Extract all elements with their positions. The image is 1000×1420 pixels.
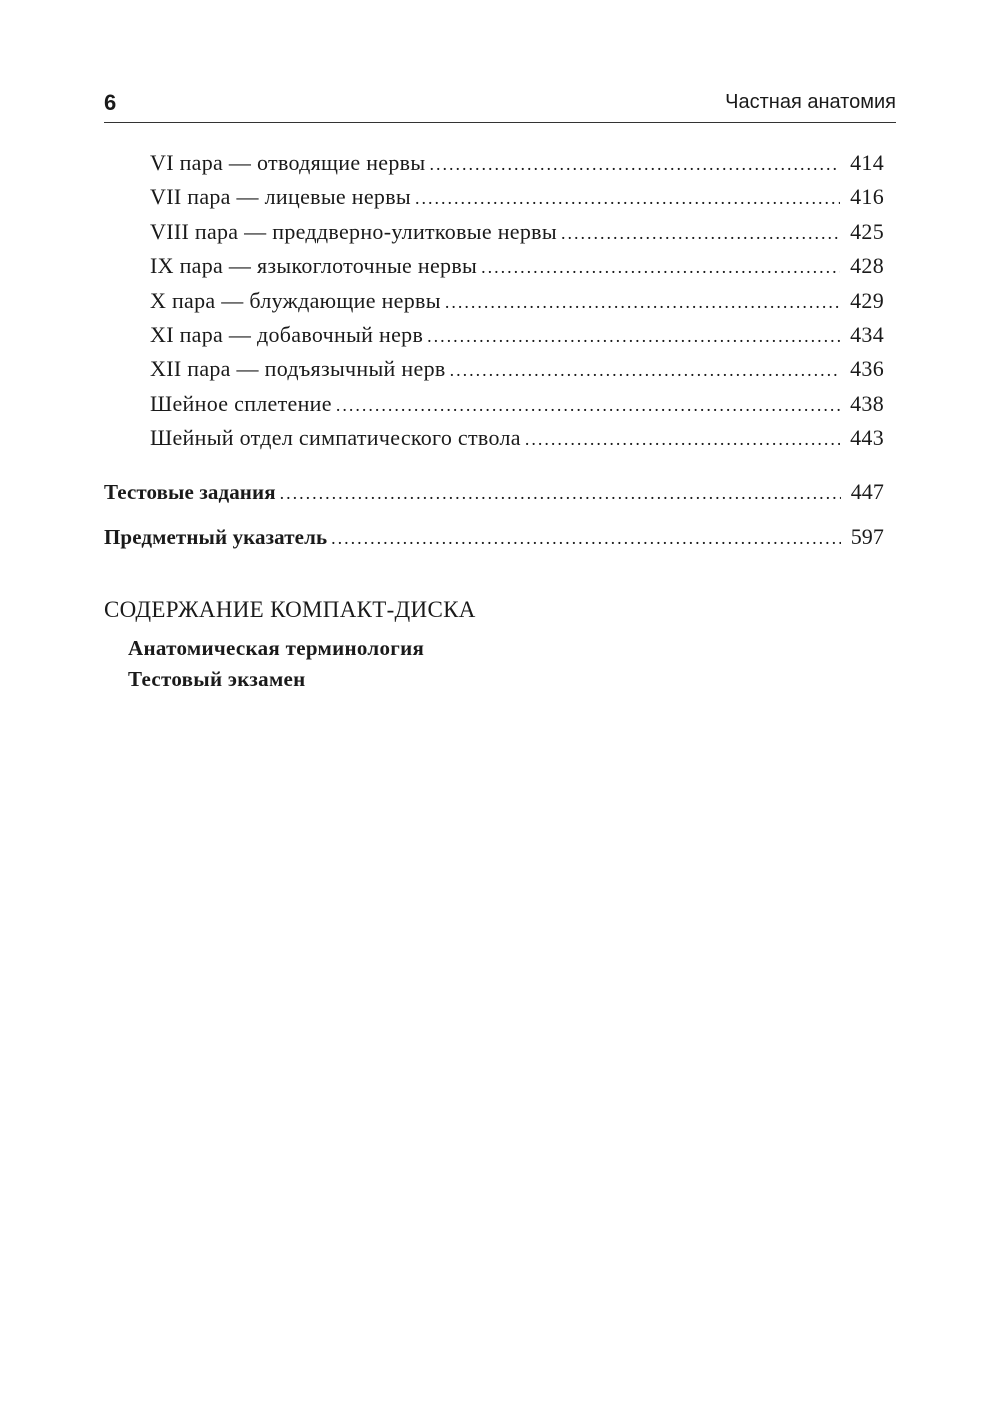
- toc-entry-page: 425: [850, 218, 884, 244]
- toc-entry-label: VII пара — лицевые нервы: [150, 184, 411, 210]
- toc-entry-page: 597: [850, 523, 884, 549]
- toc-entry-label: IX пара — языкоглоточные нервы: [150, 253, 478, 279]
- toc-main-entry-tests: [104, 475, 884, 509]
- toc-entry: [104, 421, 884, 455]
- dot-leader: [450, 353, 841, 387]
- toc-entry-label: VIII пара — преддверно-улитковые нервы: [150, 218, 557, 244]
- toc-entry-label: Шейный отдел симпатического ствола: [150, 425, 521, 451]
- toc-entry-label: XI пара — добавочный нерв: [150, 321, 424, 347]
- toc-entry-page: 414: [850, 150, 884, 175]
- toc-entry-page: 447: [850, 478, 884, 504]
- dot-leader: [429, 147, 840, 181]
- cd-item-terminology: Анатомическая терминология: [128, 636, 425, 660]
- toc-entry: [104, 249, 884, 283]
- toc-entry-label: VI пара — отводящие нервы: [150, 150, 426, 175]
- toc-entry: [104, 387, 884, 421]
- dot-leader: [427, 319, 840, 353]
- cd-contents-heading: СОДЕРЖАНИЕ КОМПАКТ-ДИСКА: [104, 597, 476, 622]
- dot-leader: [336, 388, 840, 422]
- table-of-contents: [104, 146, 884, 554]
- cd-contents-section: [104, 593, 884, 695]
- toc-entry-page: 416: [850, 184, 884, 210]
- toc-entry-page: 443: [850, 425, 884, 451]
- toc-entry-page: 436: [850, 356, 884, 382]
- toc-entry: [104, 146, 884, 180]
- dot-leader: [415, 181, 840, 215]
- toc-entry-label: Тестовые задания: [104, 479, 276, 504]
- dot-leader: [561, 216, 840, 250]
- toc-entry: [104, 215, 884, 249]
- toc-entry-label: X пара — блуждающие нервы: [150, 287, 441, 313]
- page-header: [104, 88, 896, 123]
- toc-entry: [104, 352, 884, 386]
- page-number: 6: [104, 90, 117, 115]
- toc-entry-label: Шейное сплетение: [150, 390, 332, 416]
- toc-entry-page: 438: [850, 390, 884, 416]
- dot-leader: [525, 422, 840, 456]
- toc-entry-label: XII пара — подъязычный нерв: [150, 356, 446, 382]
- toc-entry: [104, 318, 884, 352]
- dot-leader: [331, 521, 841, 555]
- toc-entry-page: 428: [850, 253, 884, 279]
- dot-leader: [481, 250, 840, 284]
- cd-item-test-exam: Тестовый экзамен: [128, 667, 306, 691]
- toc-entry-label: Предметный указатель: [104, 524, 328, 549]
- toc-entry-page: 434: [850, 321, 884, 347]
- toc-main-entry-index: [104, 520, 884, 554]
- dot-leader: [280, 476, 841, 510]
- toc-entry-page: 429: [850, 287, 884, 313]
- toc-entry: [104, 284, 884, 318]
- toc-entry: [104, 180, 884, 214]
- running-title: Частная анатомия: [725, 91, 896, 113]
- dot-leader: [445, 285, 840, 319]
